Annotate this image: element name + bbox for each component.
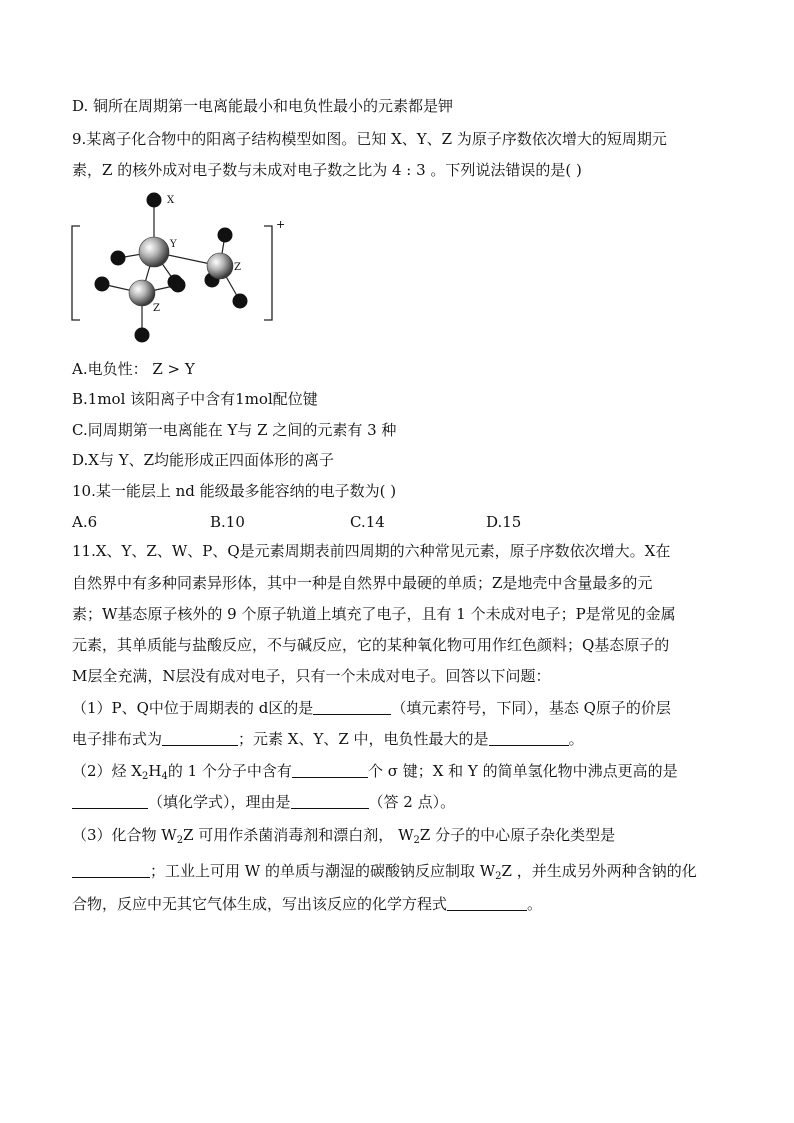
question-11-stem-line3: 素；W基态原子核外的 9 个原子轨道上填充了电子，且有 1 个未成对电子；P是常见的金属 bbox=[72, 605, 676, 623]
question-11-stem-line1: 11.X、Y、Z、W、P、Q是元素周期表前四周期的六种常见元素，原子序数依次增大。X在 bbox=[72, 542, 671, 560]
question-10-option-b: B.10 bbox=[210, 513, 245, 531]
label-z-bottom: Z bbox=[153, 303, 160, 314]
right-bracket bbox=[264, 226, 272, 320]
answer-blank[interactable] bbox=[447, 896, 527, 911]
atom-x-bottom bbox=[135, 328, 150, 343]
sub-question-1-line1: （1）P、Q中位于周期表的 d区的是 （填元素符号，下同），基态 Q原子的价层 bbox=[72, 699, 671, 717]
question-11-stem-line2: 自然界中有多种同素异形体，其中一种是自然界中最硬的单质；Z是地壳中含量最多的元 bbox=[72, 574, 653, 592]
question-11-stem-line4: 元素，其单质能与盐酸反应，不与碱反应，它的某种氧化物可用作红色颜料；Q基态原子的 bbox=[72, 636, 670, 654]
question-11-stem-line5: M层全充满，N层没有成对电子，只有一个未成对电子。回答以下问题： bbox=[72, 667, 551, 685]
question-9-option-b: B.1mol 该阳离子中含有1mol配位键 bbox=[72, 390, 318, 408]
sub-question-3-line2: ；工业上可用 W 的单质与潮湿的碳酸钠反应制取 $W_2Z$ ，并生成另外两种含钠的化 bbox=[72, 861, 697, 881]
atom-z-right bbox=[207, 253, 233, 279]
answer-blank[interactable] bbox=[292, 763, 368, 778]
atom-x-right-bottom bbox=[233, 294, 248, 309]
question-10-stem: 10.某一能层上 nd 能级最多能容纳的电子数为( ) bbox=[72, 482, 397, 500]
charge-label: + bbox=[276, 218, 286, 231]
question-9-stem-line2: 素，Z 的核外成对电子数与未成对电子数之比为 4 : 3 。下列说法错误的是( ) bbox=[72, 161, 582, 179]
sub-question-2-line2: （填化学式），理由是 （答 2 点）。 bbox=[72, 792, 455, 812]
answer-blank[interactable] bbox=[291, 794, 369, 809]
question-9-option-c: C.同周期第一电离能在 Y与 Z 之间的元素有 3 种 bbox=[72, 421, 397, 439]
question-10-option-c: C.14 bbox=[350, 513, 385, 531]
label-z-right: Z bbox=[234, 262, 241, 273]
answer-blank[interactable] bbox=[162, 731, 238, 746]
label-y: Y bbox=[170, 239, 177, 250]
atom-z-bottom bbox=[129, 280, 155, 306]
question-9-prev-option-d: D. 铜所在周期第一电离能最小和电负性最小的元素都是钾 bbox=[72, 97, 454, 115]
answer-blank[interactable] bbox=[313, 700, 391, 715]
sub-question-3-line3: 合物，反应中无其它气体生成，写出该反应的化学方程式 。 bbox=[72, 895, 543, 913]
left-bracket bbox=[72, 226, 80, 320]
atom-y bbox=[139, 237, 169, 267]
sub-question-1-line2: 电子排布式为 ；元素 X、Y、Z 中，电负性最大的是 。 bbox=[72, 730, 584, 748]
sub-question-3-line1: （3）化合物 $W_2Z$ 可用作杀菌消毒剂和漂白剂， $W_2Z$ 分子的中心原子杂化类型是 bbox=[72, 826, 616, 846]
atom-x-lower-left bbox=[95, 277, 110, 292]
atom-x-left bbox=[111, 251, 126, 266]
atom-x-lower-mid bbox=[171, 278, 186, 293]
question-9-option-a: A.电负性： Z > Y bbox=[72, 360, 195, 378]
cation-structure-figure bbox=[66, 184, 296, 354]
question-9-option-d: D.X与 Y、Z均能形成正四面体形的离子 bbox=[72, 451, 335, 469]
answer-blank[interactable] bbox=[489, 731, 569, 746]
atom-x-right-top bbox=[218, 228, 233, 243]
answer-blank[interactable] bbox=[72, 794, 148, 809]
question-9-stem-line1: 9.某离子化合物中的阳离子结构模型如图。已知 X、Y、Z 为原子序数依次增大的短周期元 bbox=[72, 130, 667, 148]
atom-x-top bbox=[147, 193, 162, 208]
sub-question-2-line1: （2）烃 $X_2H_4$的 1 个分子中含有 个 σ 键；X 和 Y 的简单氢化物中沸点更高的是 bbox=[72, 762, 678, 782]
question-10-option-a: A.6 bbox=[72, 513, 98, 531]
answer-blank[interactable] bbox=[72, 863, 150, 878]
label-x: X bbox=[167, 195, 175, 206]
question-10-option-d: D.15 bbox=[486, 513, 522, 531]
